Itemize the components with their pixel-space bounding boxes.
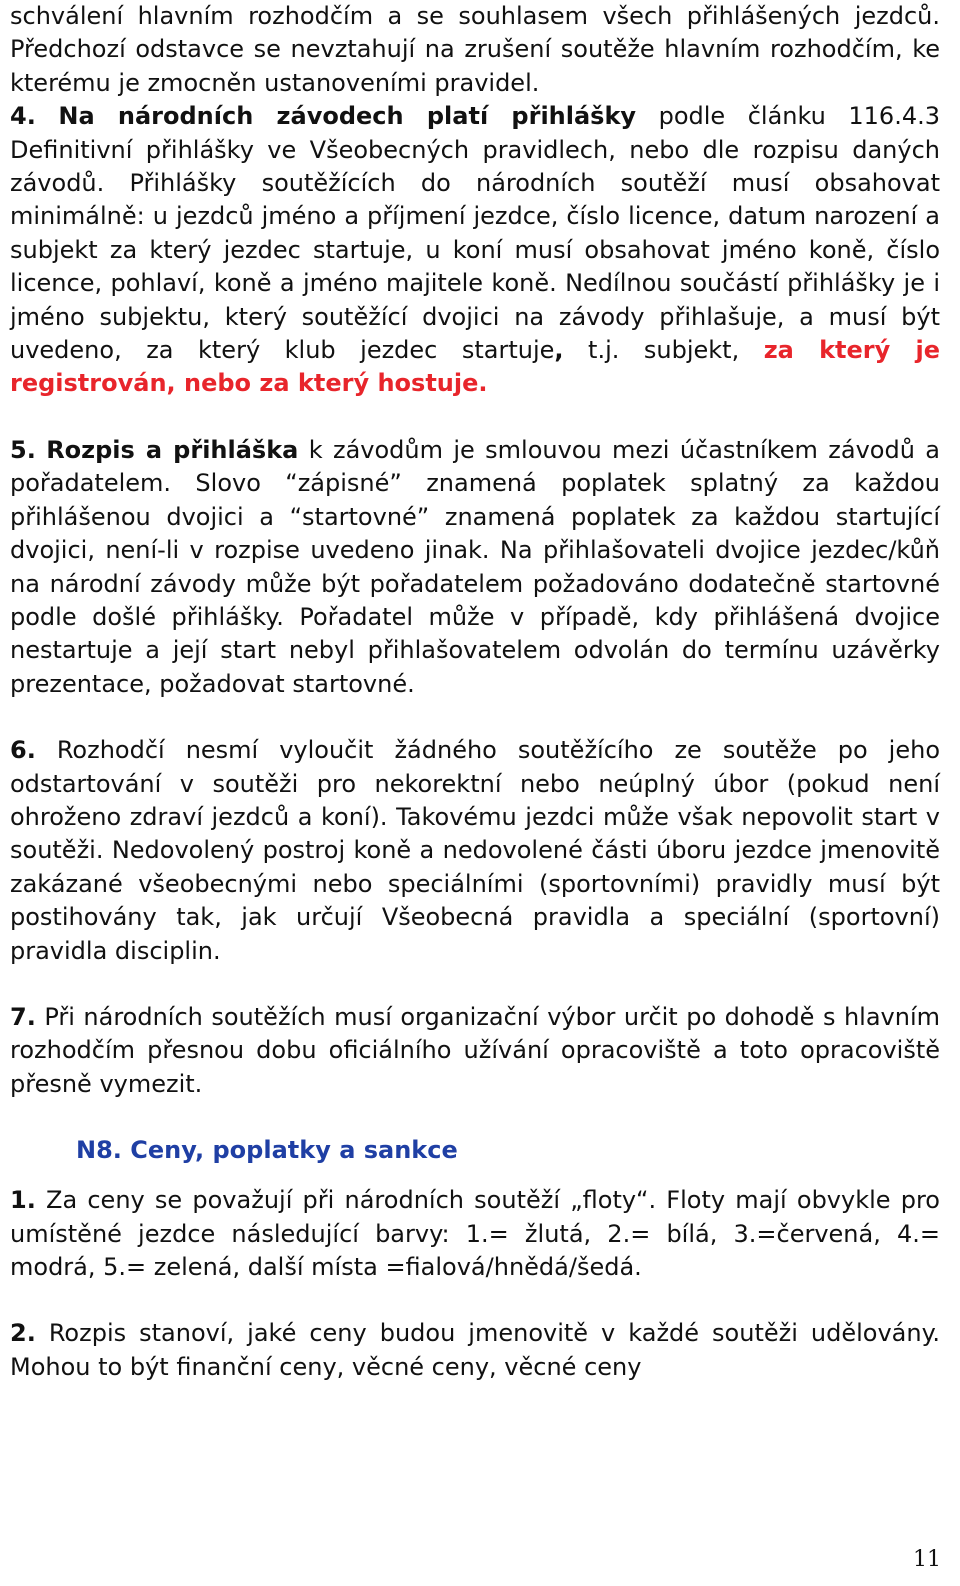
paragraph-n8-2	[10, 1317, 940, 1384]
paragraph-comma: ,	[554, 336, 564, 365]
spacer	[10, 1284, 940, 1317]
paragraph-text: Za ceny se považují při národních soutěží „floty“. Floty mají obvykle pro umístěné jezdce následující barvy: 1.= žlutá, 2.= bílá, 3.=červená, 4.= modrá, 5.= zelená, další místa =fialová/hnědá/šedá.	[10, 1186, 940, 1281]
paragraph-number: 5.	[10, 435, 36, 464]
paragraph-6	[10, 734, 940, 968]
spacer	[10, 968, 940, 1001]
spacer	[10, 1101, 940, 1134]
paragraph-number: 1.	[10, 1186, 36, 1215]
paragraph-bold-lead: Rozpis a přihláška	[46, 435, 299, 464]
paragraph-text: k závodům je smlouvou mezi účastníkem závodů a pořadatelem. Slovo “zápisné” znamená poplatek splatný za každou přihlášenou dvojici a “startovné” znamená poplatek za každou startující dvojici, není-li v rozpise uvedeno jinak. Na přihlašovateli dvojice jezdec/kůň na národní závody může být pořadatelem požadováno dodatečně startovné podle došlé přihlášky. Pořadatel může v případě, kdy přihlášená dvojice nestartuje a její start nebyl přihlašovatelem odvolán do termínu uzávěrky prezentace, požadovat startovné.	[10, 435, 940, 698]
paragraph-text: Při národních soutěžích musí organizační výbor určit po dohodě s hlavním rozhodčím přesnou dobu oficiálního užívání opracoviště a toto opracoviště přesně vymezit.	[10, 1002, 940, 1098]
paragraph-4	[10, 100, 940, 401]
paragraph-number: 2.	[10, 1319, 36, 1348]
spacer	[10, 1167, 940, 1184]
paragraph-number: 6.	[10, 736, 36, 765]
paragraph-bold-lead: Na národních závodech platí přihlášky	[58, 102, 637, 131]
paragraph-number: 4.	[10, 102, 36, 131]
paragraph-text: podle článku 116.4.3 Definitivní přihlášky ve Všeobecných pravidlech, nebo dle rozpisu daných závodů. Přihlášky soutěžících do národních soutěží musí obsahovat minimálně: u jezdců jméno a příjmení jezdce, číslo licence, datum narození a subjekt za který jezdec startuje, u koní musí obsahovat jméno koně, číslo licence, pohlaví, koně a jméno majitele koně. Nedílnou součástí přihlášky je i jméno subjektu, který soutěžící dvojici na závody přihlašuje, a musí být uvedeno, za který klub jezdec startuje	[10, 102, 940, 365]
paragraph-intro	[10, 0, 940, 100]
paragraph-7	[10, 1001, 940, 1101]
section-heading: N8. Ceny, poplatky a sankce	[76, 1136, 458, 1165]
paragraph-number: 7.	[10, 1002, 36, 1031]
paragraph-5	[10, 434, 940, 701]
paragraph-text: schválení hlavním rozhodčím a se souhlasem všech přihlášených jezdců. Předchozí odstavce se nevztahují na zrušení soutěže hlavním rozhodčím, ke kterému je zmocněn ustanoveními pravidel.	[10, 2, 940, 97]
spacer	[10, 701, 940, 734]
highlight-text: za který je registrován, nebo za který hostuje.	[10, 336, 941, 398]
paragraph-n8-1	[10, 1184, 940, 1284]
document-page	[10, 0, 940, 1384]
paragraph-text: Rozpis stanoví, jaké ceny budou jmenovitě v každé soutěži udělovány. Mohou to být finanční ceny, věcné ceny, věcné ceny	[10, 1319, 940, 1381]
paragraph-text: Rozhodčí nesmí vyloučit žádného soutěžícího ze soutěže po jeho odstartování v soutěži pro nekorektní nebo neúplný úbor (pokud není ohroženo zdraví jezdců a koní). Takovému jezdci může však nepovolit start v soutěži. Nedovolený postroj koně a nedovolené části úboru jezdce jmenovitě zakázané všeobecnými nebo speciálními (sportovními) pravidly musí být postihovány tak, jak určují Všeobecná pravidla a speciální (sportovní) pravidla disciplin.	[10, 736, 940, 965]
page-number: 11	[913, 1547, 941, 1572]
spacer	[10, 401, 940, 434]
paragraph-text: t.j. subjekt,	[563, 336, 764, 365]
